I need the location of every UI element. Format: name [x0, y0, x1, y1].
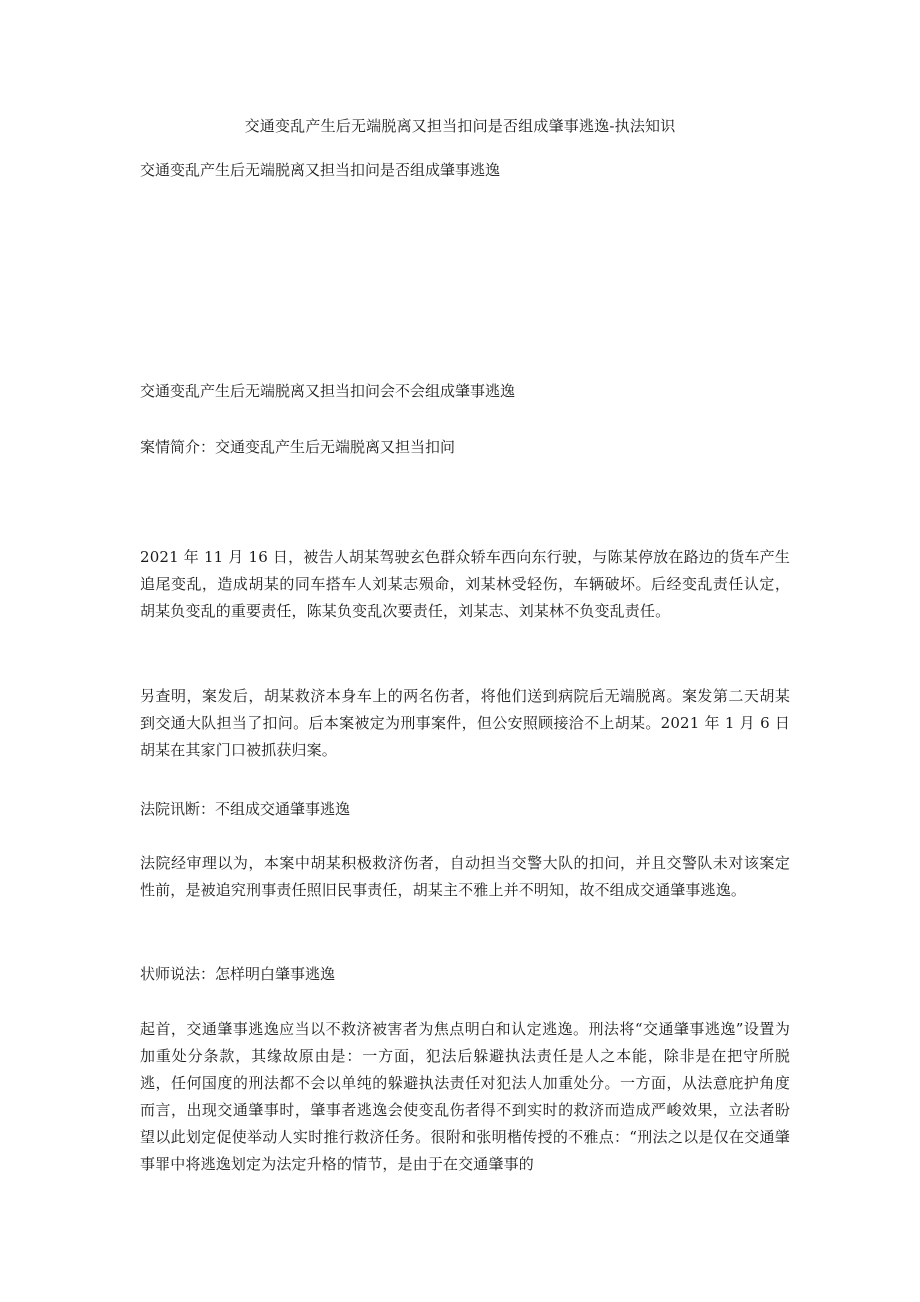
paragraph-lawyer-analysis: 起首，交通肇事逃逸应当以不救济被害者为焦点明白和认定逃逸。刑法将“交通肇事逃逸”设置为加重处分条款，其缘故原由是：一方面，犯法后躲避执法责任是人之本能，除非是在把守所脱逃，任何国度的刑法都不会以单纯的躲避执法责任对犯法人加重处分。一方面，从法意庇护角度而言，出现交通肇事时，肇事者逃逸会使变乱伤者得不到实时的救济而造成严峻效果，立法者盼望以此划定促使举动人实时推行救济任务。很附和张明楷传授的不雅点：“刑法之以是仅在交通肇事罪中将逃逸划定为法定升格的情节，是由于在交通肇事的 — [140, 1020, 790, 1173]
document-subtitle: 交通变乱产生后无端脱离又担当扣问是否组成肇事逃逸 — [140, 161, 501, 179]
lawyer-says-heading: 状师说法：怎样明白肇事逃逸 — [140, 965, 336, 983]
heading-question: 交通变乱产生后无端脱离又担当扣问会不会组成肇事逃逸 — [140, 382, 516, 400]
paragraph-further-findings: 另查明，案发后，胡某救济本身车上的两名伤者，将他们送到病院后无端脱离。案发第二天胡某到交通大队担当了扣问。后本案被定为刑事案件，但公安照顾接洽不上胡某。2021 年 1 月 6 日胡某在其家门口被抓获归案。 — [140, 687, 790, 759]
document-title: 交通变乱产生后无端脱离又担当扣问是否组成肇事逃逸-执法知识 — [244, 117, 676, 135]
court-ruling-heading: 法院讯断：不组成交通肇事逃逸 — [140, 800, 351, 818]
paragraph-court-reasoning: 法院经审理以为，本案中胡某积极救济伤者，自动担当交警大队的扣问，并且交警队未对该案定性前，是被追究刑事责任照旧民事责任，胡某主不雅上并不明知，故不组成交通肇事逃逸。 — [140, 854, 790, 899]
case-intro-heading: 案情简介：交通变乱产生后无端脱离又担当扣问 — [140, 438, 456, 456]
paragraph-case-facts: 2021 年 11 月 16 日，被告人胡某驾驶玄色群众轿车西向东行驶，与陈某停放在路边的货车产生追尾变乱，造成胡某的同车搭车人刘某志殒命，刘某林受轻伤，车辆破坏。后经变乱责任认定，胡某负变乱的重要责任，陈某负变乱次要责任，刘某志、刘某林不负变乱责任。 — [140, 548, 790, 620]
